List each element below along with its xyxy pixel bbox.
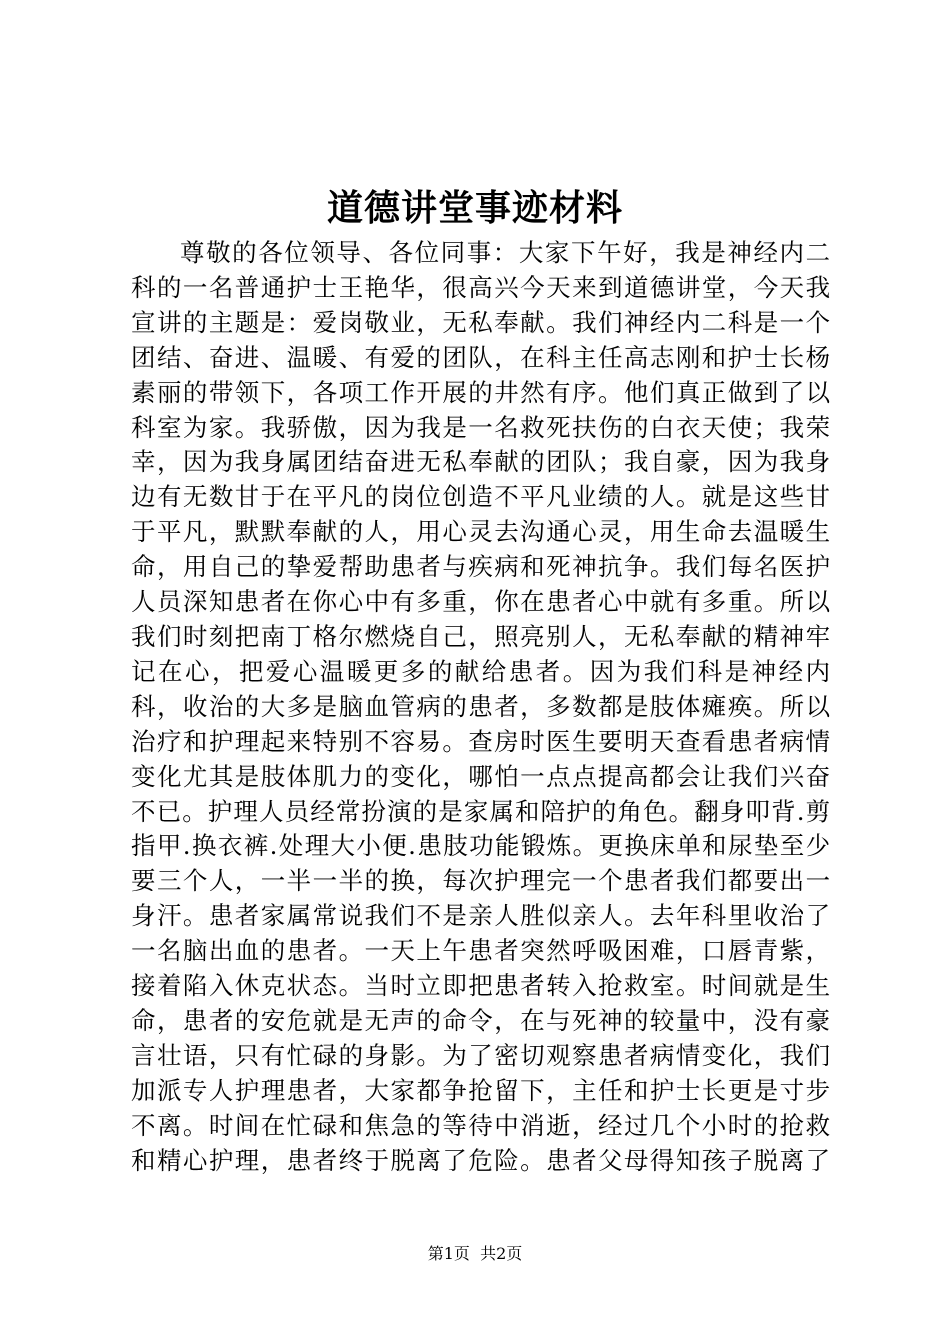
document-title: 道德讲堂事迹材料 xyxy=(326,187,623,229)
page-number: 第1页 共2页 xyxy=(427,1244,523,1263)
document-body: 尊敬的各位领导、各位同事：大家下午好，我是神经内二科的一名普通护士王艳华，很高兴今天来到道德讲堂，今天我宣讲的主题是：爱岗敬业，无私奉献。我们神经内二科是一个团结、奋进、温暖、有爱的团队，在科主任高志刚和护士长杨素丽的带领下，各项工作开展的井然有序。他们真正做到了以科室为家。我骄傲，因为我是一名救死扶伤的白衣天使；我荣幸，因为我身属团结奋进无私奉献的团队；我自豪，因为我身边有无数甘于在平凡的岗位创造不平凡业绩的人。就是这些甘于平凡，默默奉献的人，用心灵去沟通心灵，用生命去温暖生命，用自己的挚爱帮助患者与疾病和死神抗争。我们每名医护人员深知患者在你心中有多重，你在患者心中就有多重。所以我们时刻把南丁格尔燃烧自己，照亮别人，无私奉献的精神牢记在心，把爱心温暖更多的献给患者。因为我们科是神经内科，收治的大多是脑血管病的患者，多数都是肢体瘫痪。所以治疗和护理起来特别不容易。查房时医生要明天查看患者病情变化尤其是肢体肌力的变化，哪怕一点点提高都会让我们兴奋不已。护理人员经常扮演的是家属和陪护的角色。翻身叩背.剪指甲.换衣裤.处理大小便.患肢功能锻炼。更换床单和尿垫至少要三个人，一半一半的换，每次护理完一个患者我们都要出一身汗。患者家属常说我们不是亲人胜似亲人。去年科里收治了一名脑出血的患者。一天上午患者突然呼吸困难，口唇青紫，接着陷入休克状态。当时立即把患者转入抢救室。时间就是生命，患者的安危就是无声的命令，在与死神的较量中，没有豪言壮语，只有忙碌的身影。为了密切观察患者病情变化，我们加派专人护理患者，大家都争抢留下，主任和护士长更是寸步不离。时间在忙碌和焦急的等待中消逝，经过几个小时的抢救和精心护理，患者终于脱离了危险。患者父母得知孩子脱离了 xyxy=(131,238,831,1175)
page-footer xyxy=(0,1243,950,1265)
